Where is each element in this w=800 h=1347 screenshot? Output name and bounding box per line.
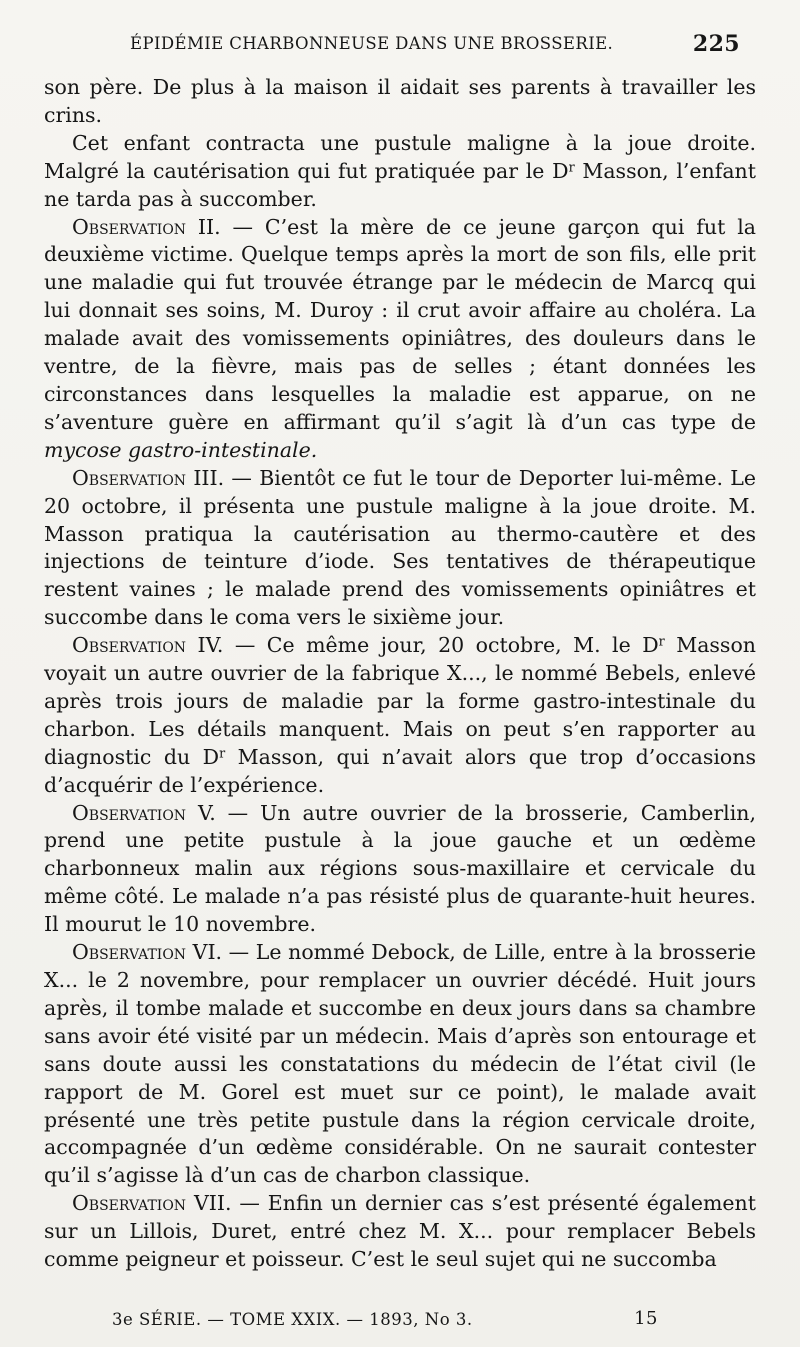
signature-mark: 15 <box>634 1308 658 1329</box>
paragraph-text-after-2: Masson, qui n’avait alors que trop d’occasions d’acquérir de l’expérience. <box>44 744 756 797</box>
page-number: 225 <box>692 31 740 57</box>
observation-label: Observation VI. <box>72 940 223 965</box>
paragraph-text: — C’est la mère de ce jeune garçon qui fut la deuxième victime. Quelque temps après la mort de son fils, elle prit une maladie qui fut trouvée étrange par le médecin de Marcq qui lui donnait ses soins, M. Duroy : il crut avoir affaire au choléra. La malade avait des vomissements opiniâtres, des douleurs dans le ventre, de la fièvre, mais pas de selles ; étant données les circonstances dans lesquelles la maladie est apparue, on ne s’aventure guère en affirmant qu’il s’agit là d’un cas type de <box>44 214 756 434</box>
observation-label: Observation VII. <box>72 1191 232 1216</box>
paragraph-text-after: Masson voyait un autre ouvrier de la fabrique X..., le nommé Bebels, enlevé après trois jours de maladie par la forme gastro-intestinale du charbon. Les détails manquent. Mais on peut s’en rapporter au diagnostic du D <box>44 633 756 769</box>
observation-label: Observation II. <box>72 214 221 239</box>
superscript: r <box>658 633 665 649</box>
running-head <box>130 31 740 58</box>
paragraph-continuation <box>44 74 756 130</box>
paragraph-text: — Un autre ouvrier de la brosserie, Camberlin, prend une petite pustule à la joue gauche et un œdème charbonneux malin aux régions sous-maxillaire et cervicale du même côté. Le malade n’a pas résisté plus de quarante-huit heures. Il mourut le 10 novembre. <box>44 800 756 937</box>
page-footer <box>112 1310 658 1332</box>
superscript: r <box>219 745 226 761</box>
body-text <box>44 74 756 1274</box>
observation-5 <box>44 800 756 940</box>
observation-label: Observation IV. <box>72 633 224 658</box>
paragraph-text: son père. De plus à la maison il aidait ses parents à travailler les crins. <box>44 75 756 127</box>
running-title: ÉPIDÉMIE CHARBONNEUSE DANS UNE BROSSERIE. <box>130 34 614 53</box>
observation-6 <box>44 939 756 1190</box>
observation-3 <box>44 465 756 632</box>
paragraph-text: — Ce même jour, 20 octobre, M. le D <box>223 633 659 658</box>
series-line: 3e SÉRIE. — TOME XXIX. — 1893, No 3. <box>112 1310 473 1329</box>
observation-label: Observation III. <box>72 465 225 490</box>
paragraph-enfant <box>44 130 756 214</box>
paragraph-text-after: Masson, l’enfant ne tarda pas à succomber. <box>44 158 756 211</box>
italic-term: mycose gastro-intestinale. <box>44 437 318 462</box>
paragraph-text: — Le nommé Debock, de Lille, entre à la brosserie X... le 2 novembre, pour remplacer un ouvrier décédé. Huit jours après, il tombe malade et succombe en deux jours dans sa chambre sans avoir été visité par un médecin. Mais d’après son entourage et sans doute aussi les constatations du médecin de l’état civil (le rapport de M. Gorel est muet sur ce point), le malade avait présenté une très petite pustule dans la région cervicale droite, accompagnée d’un œdème considérable. On ne saurait contester qu’il s’agisse là d’un cas de charbon classique. <box>44 940 757 1188</box>
paragraph-text: — Bientôt ce fut le tour de Deporter lui-même. Le 20 octobre, il présenta une pustule maligne à la joue droite. M. Masson pratiqua la cautérisation au thermo-cautère et des injections de teinture d’iode. Ses tentatives de thérapeutique restent vaines ; le malade prend des vomissements opiniâtres et succombe dans le coma vers le sixième jour. <box>44 465 756 630</box>
observation-4 <box>44 632 756 799</box>
observation-2 <box>44 214 756 465</box>
superscript: r <box>568 159 575 175</box>
observation-label: Observation V. <box>72 800 216 825</box>
paragraph-text: Cet enfant contracta une pustule maligne à la joue droite. Malgré la cautérisation qui fut pratiquée par le D <box>44 130 756 183</box>
observation-7 <box>44 1190 756 1274</box>
paragraph-text: — Enfin un dernier cas s’est présenté également sur un Lillois, Duret, entré chez M. X... pour remplacer Bebels comme peigneur et poisseur. C’est le seul sujet qui ne succomba <box>44 1191 756 1272</box>
